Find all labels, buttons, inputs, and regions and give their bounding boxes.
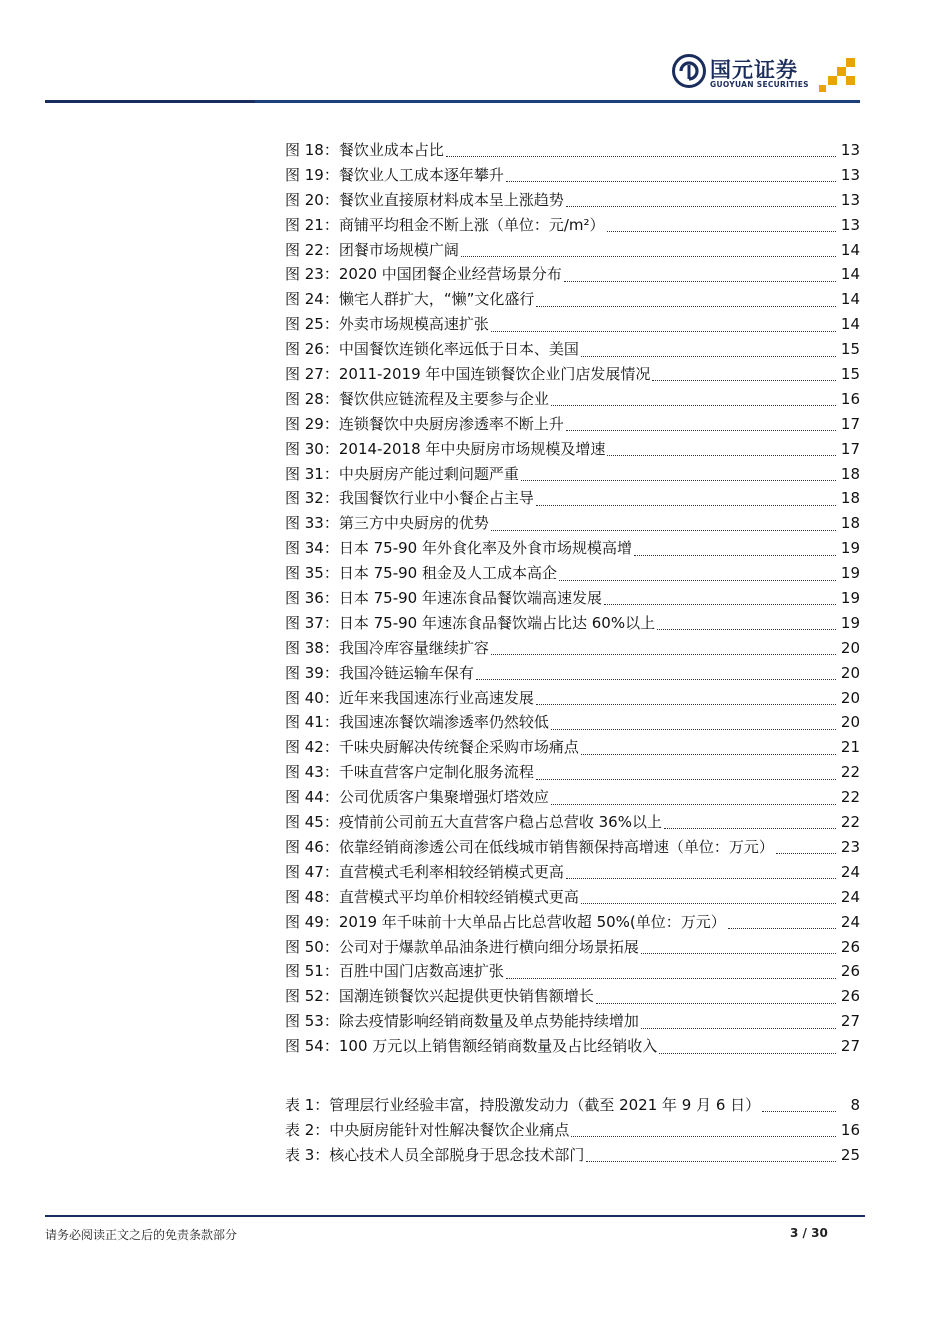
dot-leader — [634, 554, 836, 556]
dot-leader — [607, 230, 836, 232]
entry-title: 图 22：团餐市场规模广阔 — [285, 240, 459, 259]
dot-leader — [604, 603, 836, 605]
dot-leader — [566, 877, 836, 879]
figure-entry[interactable] — [285, 810, 860, 835]
dot-leader — [581, 355, 836, 357]
header-divider-accent — [255, 100, 860, 103]
dot-leader — [476, 678, 836, 680]
entry-page-number: 27 — [840, 1012, 860, 1031]
entry-title: 图 30：2014-2018 年中央厨房市场规模及增速 — [285, 439, 606, 458]
entry-title: 图 31：中央厨房产能过剩问题严重 — [285, 464, 519, 483]
dot-leader — [586, 1160, 836, 1162]
dot-leader — [652, 379, 836, 381]
entry-title: 图 52：国潮连锁餐饮兴起提供更快销售额增长 — [285, 987, 594, 1006]
figure-entry[interactable] — [285, 935, 860, 960]
entry-title: 图 54：100 万元以上销售额经销商数量及占比经销收入 — [285, 1037, 658, 1056]
figure-entry[interactable] — [285, 636, 860, 661]
figure-entry[interactable] — [285, 387, 860, 412]
dot-leader — [446, 155, 836, 157]
entry-page-number: 16 — [840, 1120, 860, 1139]
figure-entry[interactable] — [285, 138, 860, 163]
dot-leader — [506, 977, 836, 979]
dot-leader — [581, 902, 836, 904]
figure-entry[interactable] — [285, 262, 860, 287]
section-gap — [285, 1059, 860, 1093]
figure-entry[interactable] — [285, 511, 860, 536]
dot-leader — [607, 454, 836, 456]
dot-leader — [551, 728, 836, 730]
figure-entry[interactable] — [285, 984, 860, 1009]
entry-page-number: 20 — [840, 688, 860, 707]
dot-leader — [491, 529, 836, 531]
figure-entry[interactable] — [285, 885, 860, 910]
figure-entry[interactable] — [285, 959, 860, 984]
logo-emblem-icon — [672, 54, 706, 88]
entry-page-number: 16 — [840, 389, 860, 408]
entry-title: 图 40：近年来我国速冻行业高速发展 — [285, 688, 534, 707]
figure-entry[interactable] — [285, 163, 860, 188]
figure-entry[interactable] — [285, 337, 860, 362]
entry-page-number: 23 — [840, 837, 860, 856]
dot-leader — [641, 952, 836, 954]
table-entry[interactable] — [285, 1143, 860, 1168]
figure-entry[interactable] — [285, 238, 860, 263]
entry-title: 图 21：商铺平均租金不断上涨（单位：元/m²） — [285, 215, 605, 234]
entry-title: 图 19：餐饮业人工成本逐年攀升 — [285, 165, 504, 184]
entry-page-number: 21 — [840, 738, 860, 757]
entry-title: 图 29：连锁餐饮中央厨房渗透率不断上升 — [285, 414, 564, 433]
figure-entry[interactable] — [285, 586, 860, 611]
entry-page-number: 13 — [840, 141, 860, 159]
dot-leader — [491, 330, 836, 332]
entry-page-number: 27 — [840, 1037, 860, 1056]
figure-entry[interactable] — [285, 462, 860, 487]
entry-page-number: 24 — [840, 862, 860, 881]
entry-title: 图 48：直营模式平均单价相较经销模式更高 — [285, 887, 579, 906]
table-of-figures — [285, 138, 860, 1168]
figure-entry[interactable] — [285, 287, 860, 312]
footer-disclaimer: 请务必阅读正文之后的免责条款部分 — [45, 1228, 238, 1242]
figure-entry[interactable] — [285, 611, 860, 636]
dot-leader — [659, 1052, 836, 1054]
figure-entry[interactable] — [285, 835, 860, 860]
dot-leader — [581, 753, 836, 755]
entry-page-number: 18 — [840, 514, 860, 533]
dot-leader — [506, 180, 836, 182]
figure-entry[interactable] — [285, 561, 860, 586]
entry-page-number: 20 — [840, 638, 860, 657]
entry-title: 表 2：中央厨房能针对性解决餐饮企业痛点 — [285, 1120, 570, 1139]
figure-entry[interactable] — [285, 486, 860, 511]
figure-entry[interactable] — [285, 760, 860, 785]
footer-divider — [45, 1215, 865, 1217]
dot-leader — [536, 703, 836, 705]
entry-page-number: 26 — [840, 962, 860, 981]
entry-title: 图 18：餐饮业成本占比 — [285, 141, 444, 159]
entry-title: 图 26：中国餐饮连锁化率远低于日本、美国 — [285, 340, 579, 359]
dot-leader — [664, 827, 836, 829]
dot-leader — [551, 803, 836, 805]
dot-leader — [776, 852, 836, 854]
entry-page-number: 8 — [850, 1095, 860, 1114]
entry-page-number: 18 — [840, 464, 860, 483]
entry-title: 图 35：日本 75-90 租金及人工成本高企 — [285, 564, 557, 583]
dot-leader — [521, 479, 836, 481]
figure-entry[interactable] — [285, 1034, 860, 1059]
entry-title: 图 41：我国速冻餐饮端渗透率仍然较低 — [285, 713, 549, 732]
logo-squares-icon — [818, 52, 862, 92]
entry-page-number: 19 — [840, 539, 860, 558]
entry-page-number: 24 — [840, 887, 860, 906]
entry-title: 图 36：日本 75-90 年速冻食品餐饮端高速发展 — [285, 589, 602, 608]
figure-entry[interactable] — [285, 686, 860, 711]
figure-entry[interactable] — [285, 412, 860, 437]
entry-title: 图 27：2011-2019 年中国连锁餐饮企业门店发展情况 — [285, 365, 651, 384]
dot-leader — [596, 1002, 836, 1004]
entry-title: 图 38：我国冷库容量继续扩容 — [285, 638, 489, 657]
entry-page-number: 18 — [840, 489, 860, 508]
figure-entry[interactable] — [285, 710, 860, 735]
entry-title: 图 37：日本 75-90 年速冻食品餐饮端占比达 60%以上 — [285, 613, 656, 632]
dot-leader — [564, 280, 836, 282]
dot-leader — [728, 927, 836, 929]
figure-entry[interactable] — [285, 188, 860, 213]
figure-entry[interactable] — [285, 860, 860, 885]
figure-entry[interactable] — [285, 437, 860, 462]
dot-leader — [566, 205, 836, 207]
dot-leader — [571, 1135, 836, 1137]
dot-leader — [559, 579, 836, 581]
entry-page-number: 24 — [840, 912, 860, 931]
figure-entry[interactable] — [285, 536, 860, 561]
dot-leader — [566, 429, 836, 431]
entry-title: 图 25：外卖市场规模高速扩张 — [285, 315, 489, 334]
dot-leader — [657, 628, 836, 630]
entry-page-number: 13 — [840, 215, 860, 234]
figure-entry[interactable] — [285, 785, 860, 810]
entry-page-number: 19 — [840, 564, 860, 583]
entry-title: 图 46：依靠经销商渗透公司在低线城市销售额保持高增速（单位：万元） — [285, 837, 774, 856]
entry-title: 图 50：公司对于爆款单品油条进行横向细分场景拓展 — [285, 937, 639, 956]
entry-title: 图 47：直营模式毛利率相较经销模式更高 — [285, 862, 564, 881]
entry-page-number: 13 — [840, 190, 860, 209]
entry-title: 图 49：2019 年千味前十大单品占比总营收超 50%(单位：万元） — [285, 912, 726, 931]
dot-leader — [551, 404, 836, 406]
entry-page-number: 20 — [840, 663, 860, 682]
figure-entry[interactable] — [285, 661, 860, 686]
entry-page-number: 13 — [840, 165, 860, 184]
entry-title: 图 45：疫情前公司前五大直营客户稳占总营收 36%以上 — [285, 813, 662, 832]
dot-leader — [762, 1110, 836, 1112]
company-logo — [672, 52, 862, 94]
figure-entry[interactable] — [285, 312, 860, 337]
figure-entry[interactable] — [285, 213, 860, 238]
entry-page-number: 20 — [840, 713, 860, 732]
entry-page-number: 14 — [840, 315, 860, 334]
entry-page-number: 26 — [840, 987, 860, 1006]
entry-page-number: 19 — [840, 613, 860, 632]
entry-title: 表 3：核心技术人员全部脱身于思念技术部门 — [285, 1145, 585, 1164]
entry-page-number: 26 — [840, 937, 860, 956]
entry-title: 图 51：百胜中国门店数高速扩张 — [285, 962, 504, 981]
entry-title: 图 34：日本 75-90 年外食化率及外食市场规模高增 — [285, 539, 632, 558]
entry-page-number: 17 — [840, 439, 860, 458]
entry-title: 图 32：我国餐饮行业中小餐企占主导 — [285, 489, 534, 508]
entry-title: 图 33：第三方中央厨房的优势 — [285, 514, 489, 533]
entry-page-number: 22 — [840, 788, 860, 807]
entry-title: 图 42：千味央厨解决传统餐企采购市场痛点 — [285, 738, 579, 757]
dot-leader — [491, 653, 836, 655]
dot-leader — [461, 255, 836, 257]
entry-title: 图 53：除去疫情影响经销商数量及单点势能持续增加 — [285, 1012, 639, 1031]
entry-page-number: 25 — [840, 1145, 860, 1164]
figure-entry[interactable] — [285, 910, 860, 935]
entry-page-number: 14 — [840, 240, 860, 259]
dot-leader — [536, 504, 836, 506]
entry-page-number: 15 — [840, 365, 860, 384]
dot-leader — [536, 778, 836, 780]
entry-page-number: 19 — [840, 589, 860, 608]
entry-title: 图 24：懒宅人群扩大，“懒”文化盛行 — [285, 290, 535, 309]
brand-name-en: GUOYUAN SECURITIES — [710, 80, 809, 89]
entry-page-number: 17 — [840, 414, 860, 433]
entry-page-number: 15 — [840, 340, 860, 359]
entry-page-number: 22 — [840, 813, 860, 832]
entry-title: 图 39：我国冷链运输车保有 — [285, 663, 474, 682]
figure-entry[interactable] — [285, 362, 860, 387]
entry-page-number: 22 — [840, 763, 860, 782]
figure-entry[interactable] — [285, 735, 860, 760]
entry-title: 图 23：2020 中国团餐企业经营场景分布 — [285, 265, 562, 284]
entry-title: 图 20：餐饮业直接原材料成本呈上涨趋势 — [285, 190, 564, 209]
entry-title: 图 28：餐饮供应链流程及主要参与企业 — [285, 389, 549, 408]
entry-title: 图 43：千味直营客户定制化服务流程 — [285, 763, 534, 782]
figure-entry[interactable] — [285, 1009, 860, 1034]
entry-page-number: 14 — [840, 290, 860, 309]
entry-page-number: 14 — [840, 265, 860, 284]
brand-name-cn: 国元证券 — [710, 58, 798, 82]
table-entry[interactable] — [285, 1093, 860, 1118]
dot-leader — [641, 1027, 836, 1029]
page-header — [0, 0, 950, 110]
table-entry[interactable] — [285, 1118, 860, 1143]
entry-title: 表 1：管理层行业经验丰富，持股激发动力（截至 2021 年 9 月 6 日） — [285, 1095, 761, 1114]
entry-title: 图 44：公司优质客户集聚增强灯塔效应 — [285, 788, 549, 807]
page-number: 3 / 30 — [790, 1226, 828, 1240]
dot-leader — [536, 305, 836, 307]
